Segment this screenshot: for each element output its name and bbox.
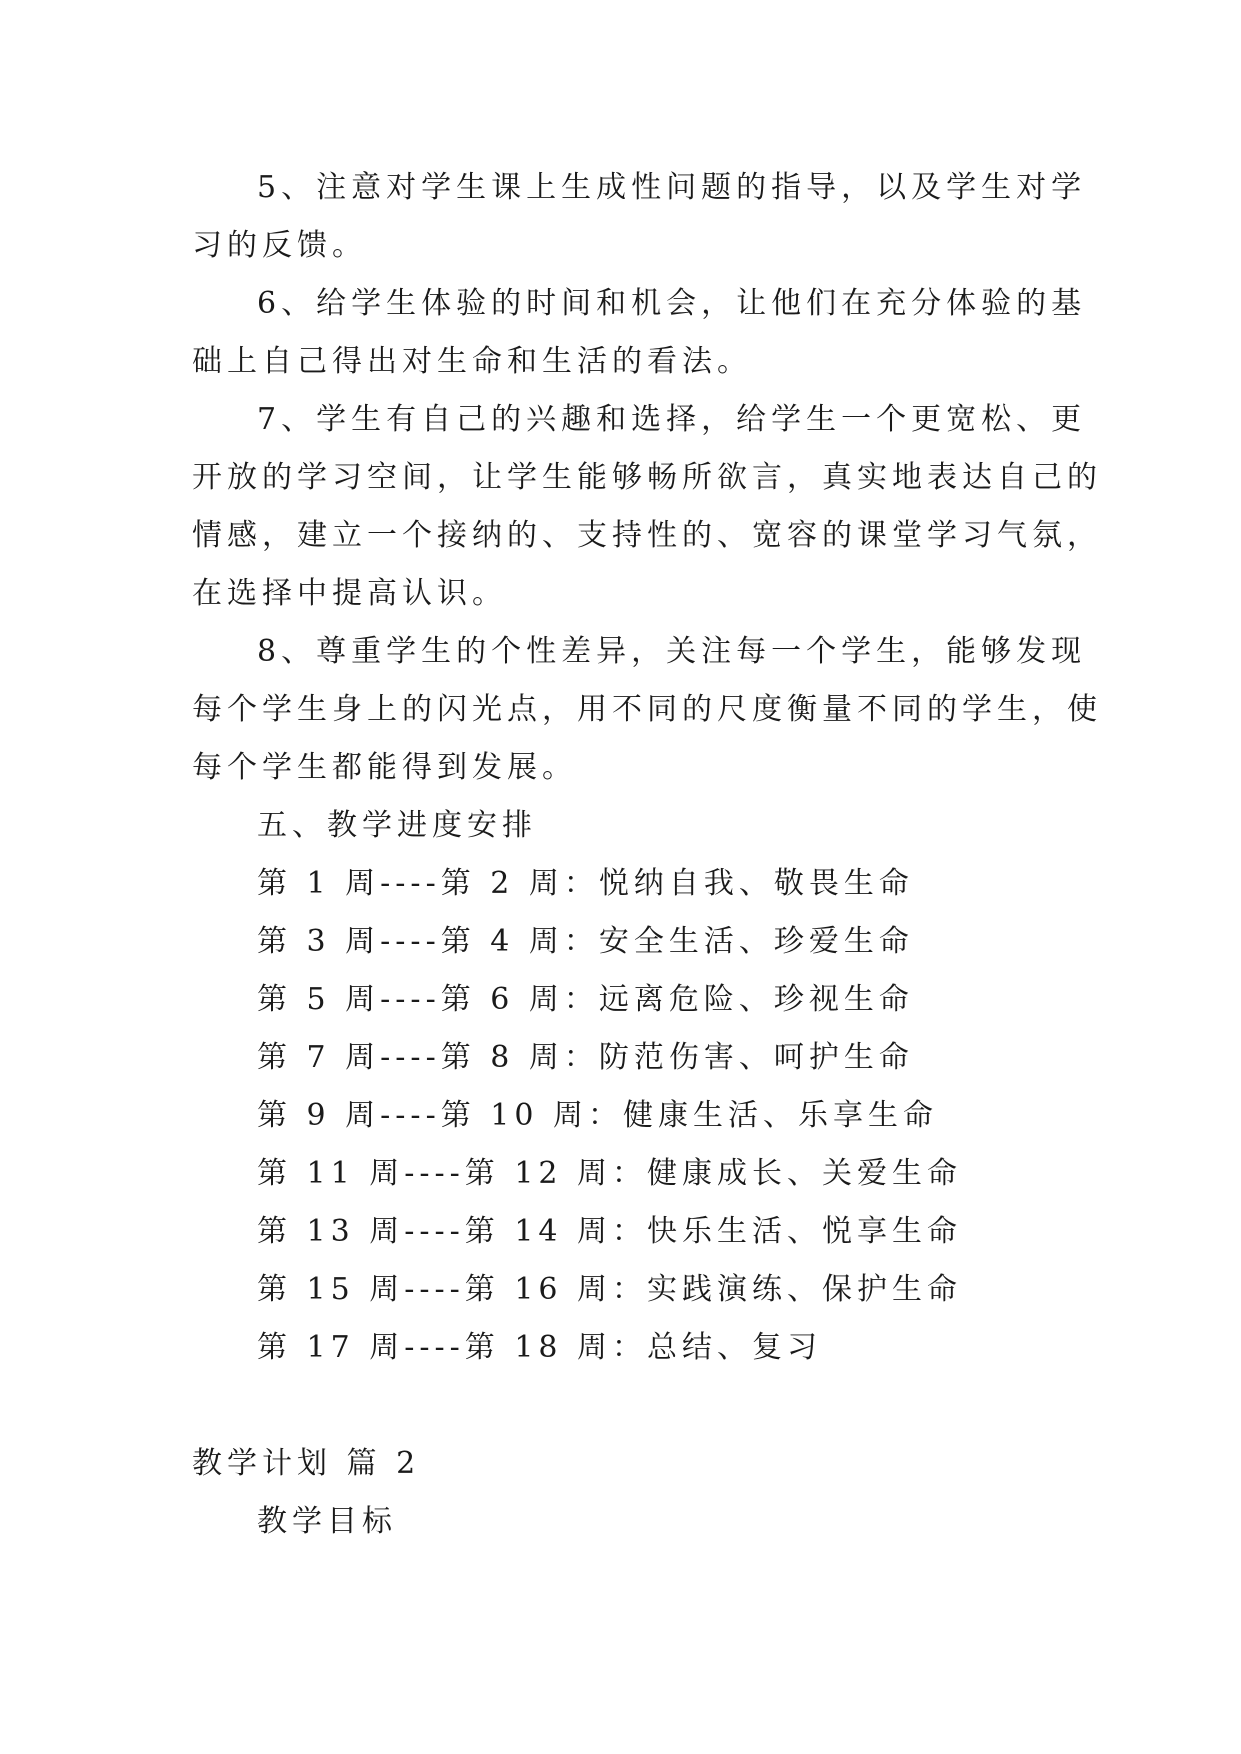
schedule-item: 第 13 周----第 14 周：快乐生活、悦享生命 (257, 1214, 963, 1249)
schedule-item: 第 15 周----第 16 周：实践演练、保护生命 (257, 1272, 963, 1307)
schedule-item: 第 7 周----第 8 周：防范伤害、呵护生命 (257, 1040, 914, 1075)
paragraph-7-line-2: 开放的学习空间，让学生能够畅所欲言，真实地表达自己的 (192, 460, 1102, 495)
schedule-item: 第 11 周----第 12 周：健康成长、关爱生命 (257, 1156, 963, 1191)
plan-title: 教学计划 篇 2 (192, 1446, 421, 1481)
subheading-teaching-goals: 教学目标 (257, 1504, 397, 1539)
paragraph-5-line-1: 5、注意对学生课上生成性问题的指导，以及学生对学 (257, 170, 1087, 205)
paragraph-6-line-2: 础上自己得出对生命和生活的看法。 (192, 344, 752, 379)
paragraph-7-line-4: 在选择中提高认识。 (192, 576, 507, 611)
paragraph-8-line-3: 每个学生都能得到发展。 (192, 750, 577, 785)
section-heading: 五、教学进度安排 (257, 808, 537, 843)
schedule-item: 第 3 周----第 4 周：安全生活、珍爱生命 (257, 924, 914, 959)
paragraph-7-line-3: 情感，建立一个接纳的、支持性的、宽容的课堂学习气氛， (192, 518, 1102, 553)
schedule-item: 第 9 周----第 10 周：健康生活、乐享生命 (257, 1098, 938, 1133)
paragraph-7-line-1: 7、学生有自己的兴趣和选择，给学生一个更宽松、更 (257, 402, 1087, 437)
paragraph-8-line-1: 8、尊重学生的个性差异，关注每一个学生，能够发现 (257, 634, 1087, 669)
schedule-item: 第 5 周----第 6 周：远离危险、珍视生命 (257, 982, 914, 1017)
schedule-item: 第 17 周----第 18 周：总结、复习 (257, 1330, 823, 1365)
schedule-item: 第 1 周----第 2 周：悦纳自我、敬畏生命 (257, 866, 914, 901)
paragraph-6-line-1: 6、给学生体验的时间和机会，让他们在充分体验的基 (257, 286, 1087, 321)
paragraph-5-line-2: 习的反馈。 (192, 228, 367, 263)
paragraph-8-line-2: 每个学生身上的闪光点，用不同的尺度衡量不同的学生，使 (192, 692, 1102, 727)
